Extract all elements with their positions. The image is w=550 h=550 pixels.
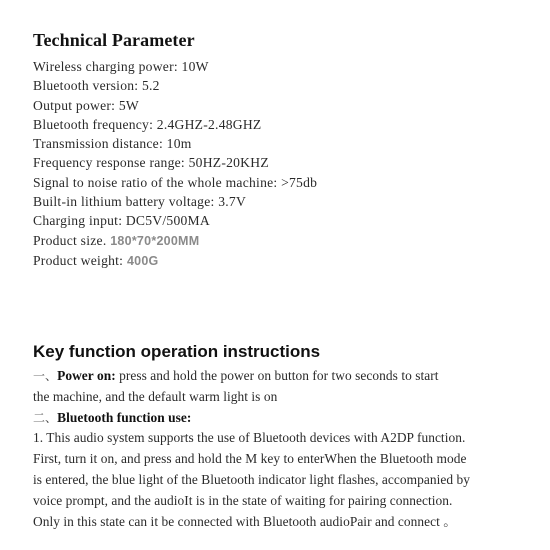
param-value: 180*70*200MM bbox=[106, 233, 200, 248]
param-label: Product weight: bbox=[33, 252, 124, 268]
power-on-title: Power on: bbox=[57, 368, 116, 383]
power-on-line bbox=[33, 366, 533, 387]
param-signal-to-noise-ratio bbox=[33, 173, 533, 192]
key-function-section bbox=[33, 342, 533, 532]
key-function-heading: Key function operation instructions bbox=[33, 342, 321, 361]
param-value: 3.7V bbox=[214, 194, 247, 210]
param-value: 10m bbox=[163, 136, 192, 152]
param-label: Built-in lithium battery voltage: bbox=[33, 194, 215, 210]
bluetooth-function-line bbox=[33, 408, 533, 429]
param-label: Bluetooth version: bbox=[33, 78, 139, 94]
param-value: DC5V/500MA bbox=[122, 213, 210, 229]
param-value: >75db bbox=[277, 174, 318, 190]
param-bluetooth-frequency bbox=[33, 115, 533, 134]
param-label: Signal to noise ratio of the whole machine: bbox=[33, 174, 278, 190]
bluetooth-paragraph-line: voice prompt, and the audioIt is in the state of waiting for pairing connection. bbox=[33, 492, 453, 508]
bluetooth-paragraph-line: Only in this state can it be connected with Bluetooth audioPair and connect 。 bbox=[33, 513, 457, 529]
param-product-size bbox=[33, 231, 533, 251]
param-label: Transmission distance: bbox=[33, 136, 163, 152]
param-output-power bbox=[33, 96, 533, 115]
param-label: Bluetooth frequency: bbox=[33, 116, 154, 132]
bluetooth-paragraph-line: 1. This audio system supports the use of Bluetooth devices with A2DP function. bbox=[33, 430, 466, 446]
bluetooth-paragraph-line: First, turn it on, and press and hold the M key to enterWhen the Bluetooth mode bbox=[33, 451, 467, 467]
bluetooth-paragraph-line: is entered, the blue light of the Bluetooth indicator light flashes, accompanied by bbox=[33, 471, 470, 487]
param-label: Charging input: bbox=[33, 213, 123, 229]
param-frequency-response-range bbox=[33, 153, 533, 172]
param-wireless-charging-power bbox=[33, 57, 533, 76]
param-value: 2.4GHZ-2.48GHZ bbox=[153, 116, 262, 132]
param-label: Wireless charging power: bbox=[33, 59, 178, 74]
technical-parameter-heading: Technical Parameter bbox=[33, 30, 195, 50]
bluetooth-function-title: Bluetooth function use: bbox=[57, 409, 192, 425]
param-value: 5W bbox=[115, 97, 139, 113]
param-value: 50HZ-20KHZ bbox=[184, 155, 269, 171]
item-numeral: 一、 bbox=[33, 369, 58, 383]
param-label: Output power: bbox=[33, 97, 116, 113]
param-battery-voltage bbox=[33, 192, 533, 211]
power-on-text: press and hold the power on button for two seconds to start bbox=[115, 368, 439, 383]
param-value: 10W bbox=[177, 59, 209, 74]
param-value: 5.2 bbox=[138, 78, 160, 94]
technical-parameter-section bbox=[33, 30, 533, 271]
param-label: Product size. bbox=[33, 232, 107, 248]
param-charging-input bbox=[33, 211, 533, 230]
param-product-weight bbox=[33, 251, 533, 271]
item-numeral: 二、 bbox=[33, 410, 58, 425]
param-transmission-distance bbox=[33, 134, 533, 153]
param-bluetooth-version bbox=[33, 76, 533, 95]
power-on-line-2: the machine, and the default warm light is on bbox=[33, 388, 278, 404]
param-value: 400G bbox=[123, 253, 159, 268]
param-label: Frequency response range: bbox=[33, 155, 185, 171]
